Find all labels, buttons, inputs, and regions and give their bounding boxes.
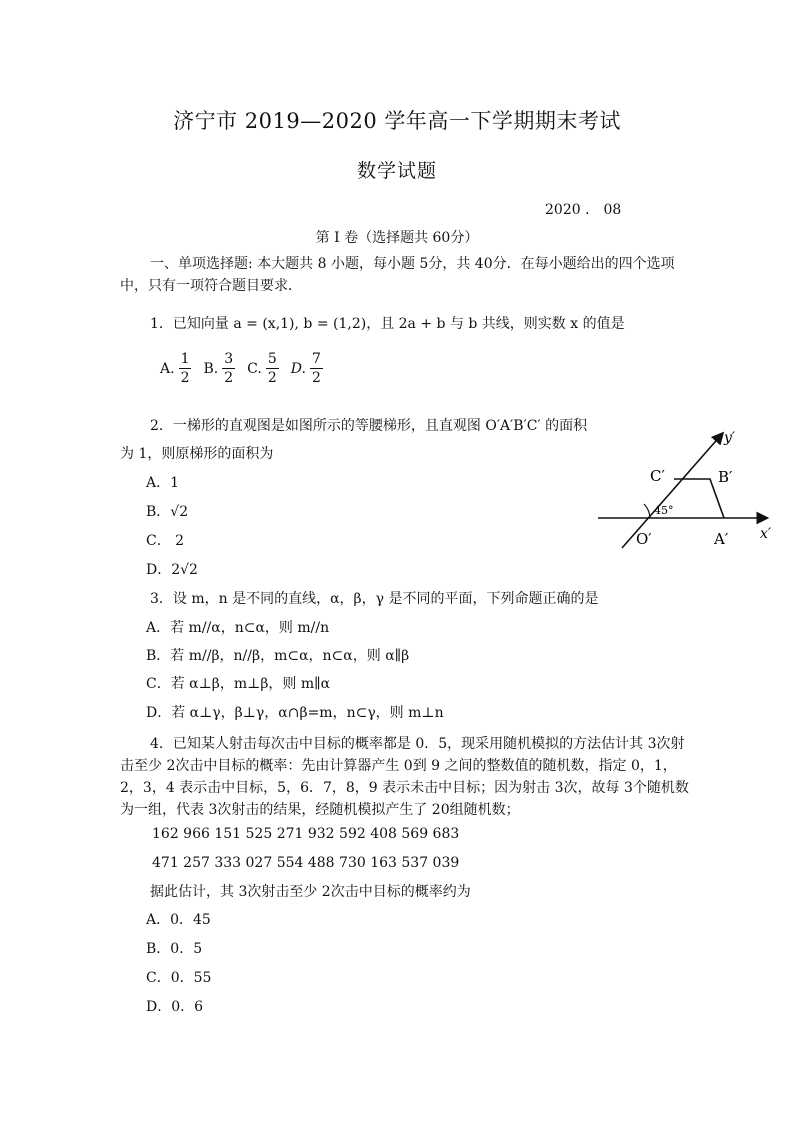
y-axis-label: y′ xyxy=(724,430,736,446)
section-heading: 第 I 卷（选择题共 60分） xyxy=(315,230,479,246)
q2-option-b[interactable]: B．√2 xyxy=(146,504,189,520)
q1-stem: 1．已知向量 a = (x,1), b = (1,2)，且 2a + b 与 b 共线，则实数 x 的值是 xyxy=(150,316,625,332)
q2-stem-line2: 为 1，则原梯形的面积为 xyxy=(120,446,274,462)
exam-date: 2020 ． 08 xyxy=(545,202,622,218)
q3-option-a[interactable]: A．若 m//α，n⊂α，则 m//n xyxy=(146,620,330,636)
q3-option-d[interactable]: D．若 α⊥γ，β⊥γ，α∩β=m，n⊂γ，则 m⊥n xyxy=(146,705,444,721)
x-axis-label: x′ xyxy=(760,526,772,542)
angle-label: 45° xyxy=(654,504,674,517)
q4-option-a[interactable]: A．0．45 xyxy=(146,912,211,928)
trapezoid-figure xyxy=(590,420,780,560)
q4-stem-line2: 击至少 2次击中目标的概率：先由计算器产生 0到 9 之间的整数值的随机数，指定 0，1， xyxy=(120,758,677,774)
q3-option-b[interactable]: B．若 m//β，n//β，m⊂α，n⊂α，则 α∥β xyxy=(146,648,410,664)
q1-option-b[interactable]: B. $\frac{3}{2}$ xyxy=(203,351,234,386)
q4-stem-line4: 为一组，代表 3次射击的结果，经随机模拟产生了 20组随机数； xyxy=(120,802,520,818)
q3-stem: 3．设 m，n 是不同的直线，α，β，γ 是不同的平面，下列命题正确的是 xyxy=(150,591,599,607)
q1-option-a[interactable]: A. $\frac{1}{2}$ xyxy=(160,351,190,386)
point-a-label: A′ xyxy=(714,530,729,548)
exam-subtitle: 数学试题 xyxy=(356,160,437,182)
q4-question: 据此估计，其 3次射击至少 2次击中目标的概率约为 xyxy=(150,884,471,900)
q2-option-a[interactable]: A．1 xyxy=(146,475,180,491)
point-b-label: B′ xyxy=(718,468,733,486)
q2-stem-line1: 2．一梯形的直观图是如图所示的等腰梯形，且直观图 O′A′B′C′ 的面积 xyxy=(150,418,588,434)
q4-stem-line3: 2，3，4 表示击中目标，5，6．7，8，9 表示未击中目标；因为射击 3次，故每 3个随机数 xyxy=(120,780,689,796)
point-c-label: C′ xyxy=(650,467,665,485)
q4-option-c[interactable]: C．0．55 xyxy=(146,970,212,986)
trapezoid-edges xyxy=(674,479,724,518)
q4-option-d[interactable]: D．0．6 xyxy=(146,999,204,1015)
q1-option-c[interactable]: C. $\frac{5}{2}$ xyxy=(247,351,277,386)
q2-option-d[interactable]: D．2√2 xyxy=(146,562,198,578)
q1-option-d[interactable]: D. $\frac{7}{2}$ xyxy=(290,351,321,386)
q4-random-numbers-1: 162 966 151 525 271 932 592 408 569 683 xyxy=(152,826,460,842)
q1-options xyxy=(160,350,325,387)
q4-stem-line1: 4．已知某人射击每次击中目标的概率都是 0．5，现采用随机模拟的方法估计其 3次射 xyxy=(150,736,685,752)
q2-option-c[interactable]: C． 2 xyxy=(146,533,185,549)
part-intro-line2: 中，只有一项符合题目要求． xyxy=(120,278,302,294)
part-intro-line1: 一、单项选择题: 本大题共 8 小题，每小题 5分，共 40分．在每小题给出的四个选项 xyxy=(150,256,675,272)
q4-random-numbers-2: 471 257 333 027 554 488 730 163 537 039 xyxy=(152,855,460,871)
q3-option-c[interactable]: C．若 α⊥β，m⊥β，则 m∥α xyxy=(146,676,331,692)
q4-option-b[interactable]: B．0．5 xyxy=(146,941,203,957)
exam-title: 济宁市 2019—2020 学年高一下学期期末考试 xyxy=(173,109,621,133)
origin-label: O′ xyxy=(636,530,652,548)
